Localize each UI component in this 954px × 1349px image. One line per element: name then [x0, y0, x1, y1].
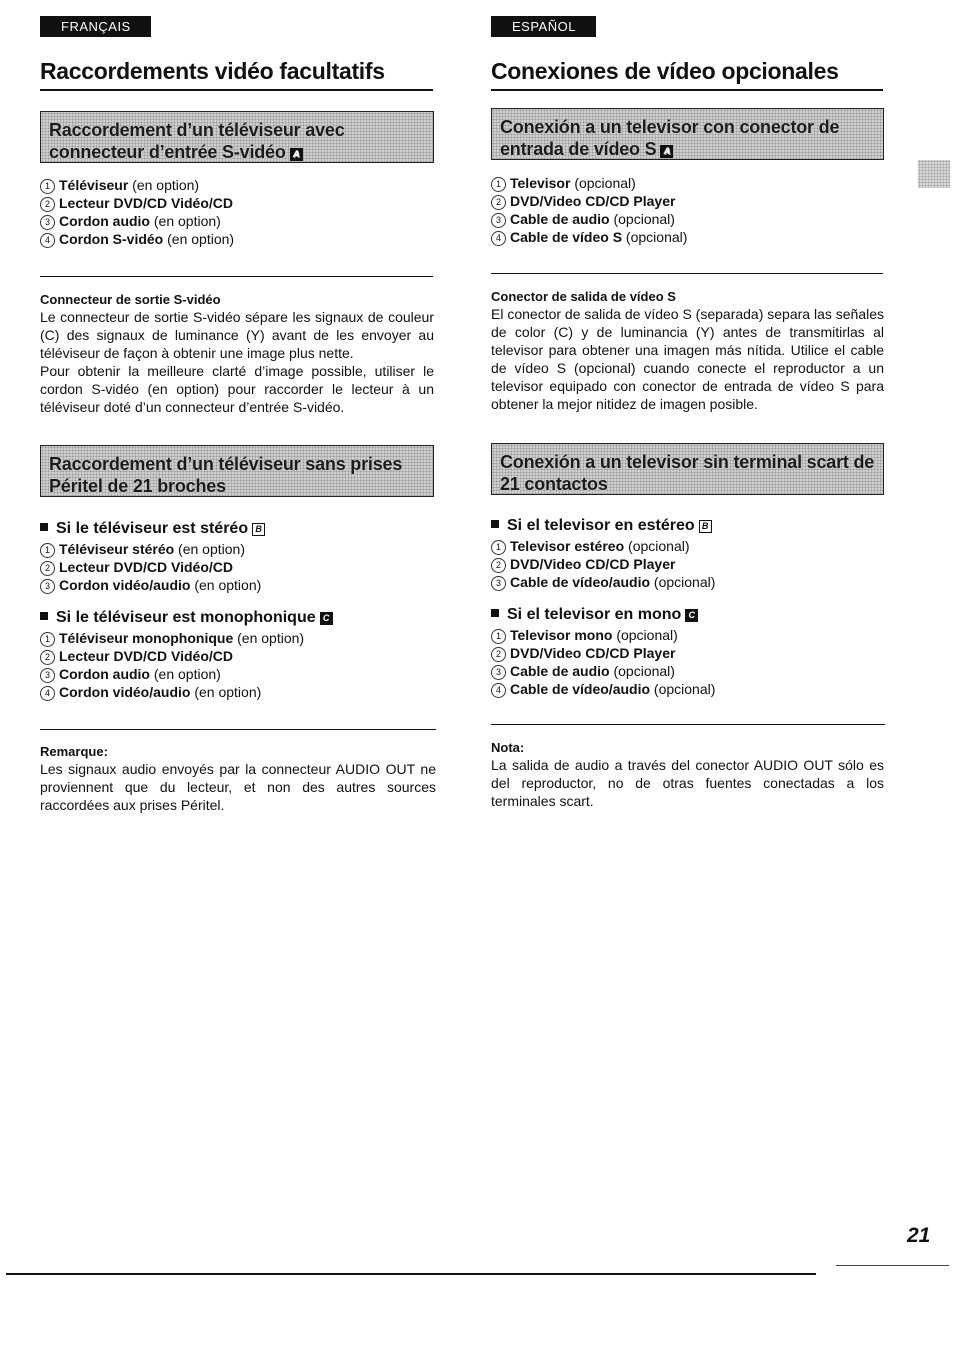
item-name: DVD/Video CD/CD Player — [510, 193, 676, 209]
section-banner-svideo — [491, 108, 884, 160]
heading-text: Si el televisor en estéreo — [507, 517, 695, 534]
circled-number: 1 — [491, 177, 506, 192]
item-note: (en option) — [190, 684, 262, 700]
circled-number: 2 — [491, 558, 506, 573]
note-heading: Nota: — [491, 740, 525, 755]
item-note: (en option) — [190, 577, 262, 593]
divider — [40, 276, 433, 277]
figure-badge-c: C — [320, 612, 333, 625]
figure-badge-a: A — [290, 148, 303, 161]
item-name: Cordon audio — [59, 213, 150, 229]
circled-number: 3 — [491, 213, 506, 228]
list-item — [491, 537, 715, 555]
list-item — [491, 555, 715, 573]
item-name: Cable de audio — [510, 663, 610, 679]
circled-number: 2 — [491, 647, 506, 662]
item-note: (opcional) — [624, 538, 690, 554]
item-name: Televisor — [510, 175, 571, 191]
item-note: (opcional) — [650, 681, 716, 697]
item-name: Cable de vídeo/audio — [510, 574, 651, 590]
mono-heading — [491, 606, 698, 624]
circled-number: 4 — [491, 683, 506, 698]
figure-badge-b: B — [252, 523, 265, 536]
bullet-square-icon — [491, 520, 499, 528]
list-item — [40, 212, 234, 230]
figure-badge-b: B — [699, 520, 712, 533]
stereo-parts-list — [40, 540, 261, 594]
circled-number: 1 — [40, 543, 55, 558]
stereo-heading — [491, 517, 712, 535]
heading-text: Si le téléviseur est stéréo — [56, 520, 249, 537]
item-name: Téléviseur stéréo — [59, 541, 175, 557]
heading-text: Si el televisor en mono — [507, 606, 682, 623]
divider — [491, 724, 885, 725]
list-item — [491, 662, 715, 680]
circled-number: 3 — [491, 665, 506, 680]
item-name: Cordon vidéo/audio — [59, 577, 191, 593]
stereo-parts-list — [491, 537, 715, 591]
item-note: (en option) — [128, 177, 200, 193]
banner-text: Raccordement d’un téléviseur sans prises Péritel de 21 broches — [49, 454, 403, 496]
list-item — [40, 194, 234, 212]
list-item — [491, 680, 715, 698]
heading-text: Si le téléviseur est monophonique — [56, 609, 316, 626]
item-name: Cordon vidéo/audio — [59, 684, 191, 700]
item-name: Televisor estéreo — [510, 538, 625, 554]
list-item — [491, 626, 715, 644]
item-note: (en option) — [150, 666, 221, 682]
footer-rule — [6, 1273, 816, 1275]
item-name: Televisor mono — [510, 627, 613, 643]
item-note: (opcional) — [609, 663, 675, 679]
banner-text: Conexión a un televisor con conector de entrada de vídeo S — [500, 117, 840, 159]
item-note: (en option) — [150, 213, 221, 229]
language-tag-french: FRANÇAIS — [40, 16, 151, 37]
banner-text: Conexión a un televisor sin terminal scart de 21 contactos — [500, 452, 875, 494]
list-item — [40, 230, 234, 248]
item-note: (en option) — [163, 231, 235, 247]
page-number: 21 — [907, 1224, 931, 1247]
mono-parts-list — [491, 626, 715, 698]
list-item — [491, 192, 687, 210]
stereo-heading — [40, 520, 265, 538]
page-title-french: Raccordements vidéo facultatifs — [40, 58, 385, 84]
circled-number: 1 — [491, 629, 506, 644]
section-banner-no-scart — [40, 445, 434, 497]
figure-badge-a: A — [660, 145, 673, 158]
note-text: Les signaux audio envoyés par la connecteur AUDIO OUT ne proviennent que du lecteur, et non des autres sources raccordées aux prises Péritel. — [40, 761, 436, 813]
list-item — [40, 629, 304, 647]
bullet-square-icon — [491, 609, 499, 617]
circled-number: 1 — [491, 540, 506, 555]
circled-number: 3 — [40, 668, 55, 683]
list-item — [40, 576, 261, 594]
section-banner-no-scart — [491, 443, 884, 495]
circled-number: 2 — [40, 561, 55, 576]
list-item — [491, 644, 715, 662]
circled-number: 4 — [40, 686, 55, 701]
item-name: DVD/Video CD/CD Player — [510, 556, 676, 572]
item-note: (opcional) — [570, 175, 636, 191]
paragraph: Pour obtenir la meilleure clarté d’image possible, utiliser le cordon S-vidéo (en option) pour raccorder le lecteur à un téléviseur doté d’un connecteur d’entrée S-vidéo. — [40, 363, 434, 415]
mono-heading — [40, 609, 333, 627]
item-name: Cable de vídeo S — [510, 229, 623, 245]
note-heading: Remarque: — [40, 744, 108, 759]
list-item — [40, 647, 304, 665]
footer-rule-short — [836, 1265, 949, 1266]
parts-list — [491, 174, 687, 246]
item-name: Cable de vídeo/audio — [510, 681, 651, 697]
page-title-spanish: Conexiones de vídeo opcionales — [491, 58, 839, 84]
svideo-paragraph — [40, 308, 434, 416]
circled-number: 4 — [40, 233, 55, 248]
circled-number: 3 — [40, 215, 55, 230]
subheading-svideo-output: Conector de salida de vídeo S — [491, 289, 676, 304]
list-item — [40, 558, 261, 576]
divider — [491, 273, 883, 274]
item-name: Téléviseur — [59, 177, 129, 193]
title-rule — [40, 89, 433, 91]
list-item — [40, 540, 261, 558]
list-item — [491, 174, 687, 192]
subheading-svideo-output: Connecteur de sortie S-vidéo — [40, 292, 221, 307]
item-name: DVD/Video CD/CD Player — [510, 645, 676, 661]
list-item — [40, 665, 304, 683]
mono-parts-list — [40, 629, 304, 701]
svideo-paragraph — [491, 305, 884, 413]
circled-number: 2 — [40, 650, 55, 665]
item-note: (opcional) — [650, 574, 716, 590]
paragraph: Le connecteur de sortie S-vidéo sépare les signaux de couleur (C) des signaux de luminance (Y) avant de les envoyer au téléviseur de façon à obtenir une image plus nette. — [40, 309, 434, 361]
side-thumb-tab — [918, 160, 950, 188]
list-item — [491, 573, 715, 591]
paragraph: El conector de salida de vídeo S (separada) separa las señales de color (C) y de luminancia (Y) antes de transmitirlas al televisor para obtener una imagen más nítida. Utilice el cable de vídeo S (opcional) cuando conecte el reproductor a un televisor equipado con conector de entrada de vídeo S para obtener la mejor nitidez de imagen posible. — [491, 306, 885, 412]
item-name: Lecteur DVD/CD Vidéo/CD — [59, 559, 233, 575]
circled-number: 3 — [491, 576, 506, 591]
item-note: (opcional) — [612, 627, 678, 643]
language-tag-spanish: ESPAÑOL — [491, 16, 596, 37]
circled-number: 2 — [40, 197, 55, 212]
note-text: La salida de audio a través del conector AUDIO OUT sólo es del reproductor, no de otras fuentes conectadas a los terminales scart. — [491, 757, 884, 809]
circled-number: 2 — [491, 195, 506, 210]
item-note: (opcional) — [609, 211, 675, 227]
item-name: Cordon audio — [59, 666, 150, 682]
figure-badge-c: C — [685, 609, 698, 622]
circled-number: 1 — [40, 632, 55, 647]
item-note: (opcional) — [622, 229, 688, 245]
title-rule — [491, 89, 883, 91]
bullet-square-icon — [40, 523, 48, 531]
parts-list — [40, 176, 234, 248]
list-item — [40, 176, 234, 194]
item-note: (en option) — [174, 541, 245, 557]
bullet-square-icon — [40, 612, 48, 620]
item-name: Lecteur DVD/CD Vidéo/CD — [59, 648, 233, 664]
item-name: Téléviseur monophonique — [59, 630, 234, 646]
item-name: Lecteur DVD/CD Vidéo/CD — [59, 195, 233, 211]
divider — [40, 729, 436, 730]
item-name: Cordon S-vidéo — [59, 231, 164, 247]
list-item — [491, 228, 687, 246]
banner-text: Raccordement d’un téléviseur avec connecteur d’entrée S-vidéo — [49, 120, 345, 162]
section-banner-svideo — [40, 111, 434, 163]
circled-number: 4 — [491, 231, 506, 246]
list-item — [491, 210, 687, 228]
circled-number: 3 — [40, 579, 55, 594]
item-note: (en option) — [233, 630, 305, 646]
list-item — [40, 683, 304, 701]
item-name: Cable de audio — [510, 211, 610, 227]
circled-number: 1 — [40, 179, 55, 194]
